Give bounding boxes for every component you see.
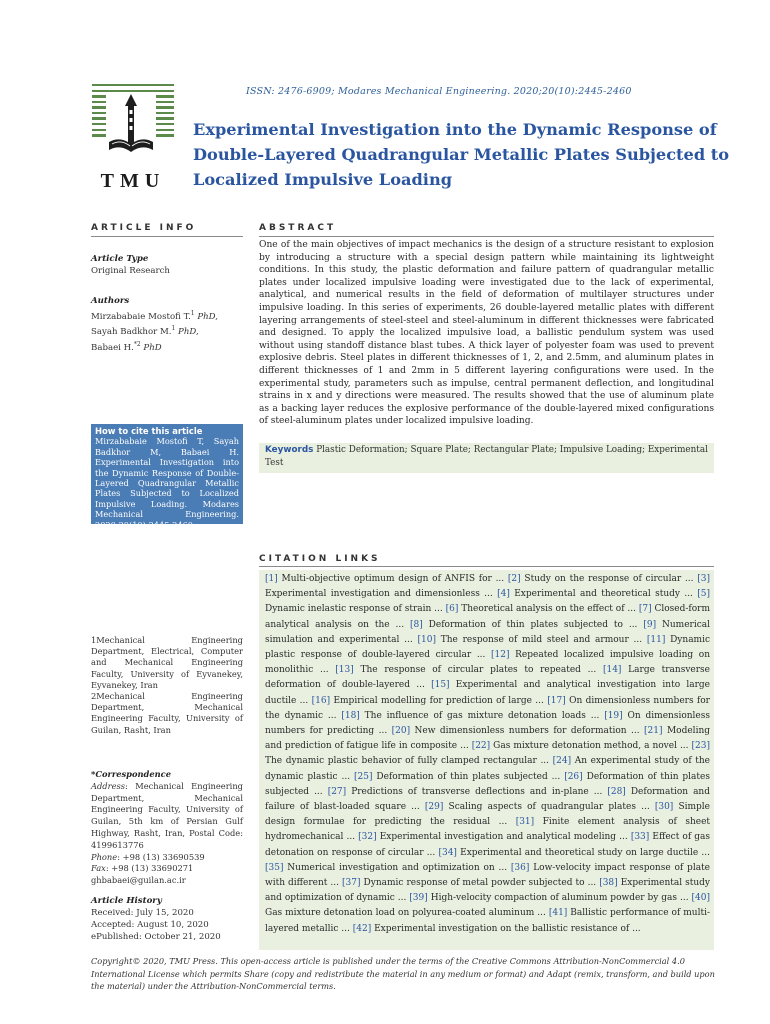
authors-block (91, 296, 243, 355)
article-info-rule (91, 236, 243, 237)
citation-title: Low-velocity impact response of plate with different ... (265, 862, 711, 889)
citation-title: Numerical simulation and experimental ... (265, 619, 711, 645)
citation-title: The response of circular plates to repeated ... (353, 665, 603, 676)
correspondence-address: Address: Mechanical Engineering Department, Mechanical Engineering Faculty, University of Guilan, 5th km of Persian Gulf Highway, Rasht, Iran, Postal Code: 4199613776 (91, 780, 243, 850)
citation-link[interactable] (409, 893, 691, 903)
history-received: Received: July 15, 2020 (91, 908, 194, 918)
citation-link[interactable] (446, 604, 639, 614)
citation-number: [5] (697, 589, 711, 600)
citation-title: Experimental and analytical investigation into large ductile ... (265, 680, 711, 706)
article-type-block (91, 254, 243, 278)
citation-number: [12] (491, 650, 510, 661)
citation-number: [23] (691, 741, 710, 752)
citation-title: Modeling and prediction of fatigue life in composite ... (265, 726, 711, 752)
citation-title: Simple design formulae for predicting the residual ... (265, 802, 711, 828)
citation-number: [41] (548, 908, 568, 919)
citation-number: [4] (497, 589, 510, 600)
citation-links-heading: CITATION LINKS (259, 554, 381, 564)
citation-link[interactable] (497, 589, 697, 599)
title-line-1: Experimental Investigation into the Dynamic Response of (193, 120, 717, 139)
citation-title: Gas mixture detonation method, a novel ... (490, 741, 692, 752)
citation-number: [20] (391, 726, 411, 737)
citation-links-panel (259, 570, 714, 950)
citation-link[interactable] (328, 787, 608, 797)
copyright-notice: Copyright© 2020, TMU Press. This open-access article is published under the terms of the Creative Commons Attribution-NonCommercial 4.0 International License which permits Share (copy and redistribute the material in any medium or format) and Adapt (remix, transform, and build upon the material) under the Attribution-NonCommercial terms. (91, 956, 715, 992)
citation-number: [7] (638, 604, 652, 615)
article-history-label: Article History (91, 896, 162, 906)
article-history-block (91, 895, 243, 943)
citation-number: [15] (431, 680, 450, 691)
citation-title: Ballistic performance of multi-layered metallic ... (265, 908, 710, 934)
authors-label: Authors (91, 296, 130, 306)
logo-text: TMU (100, 170, 166, 192)
citation-link[interactable] (353, 924, 641, 934)
citation-link[interactable] (265, 574, 508, 584)
title-line-3: Localized Impulsive Loading (193, 170, 453, 189)
citation-title: On dimensionless numbers for the dynamic ... (265, 695, 710, 721)
author-item: Mirzababaie Mostofi T.$^1$ PhD, (91, 309, 218, 322)
citation-title: Dynamic inelastic response of strain ... (265, 604, 446, 615)
keywords-panel (259, 443, 714, 473)
citation-number: [37] (342, 878, 361, 889)
article-info-heading: ARTICLE INFO (91, 223, 197, 233)
citation-number: [36] (510, 862, 530, 873)
citation-link[interactable] (410, 620, 643, 630)
citation-link[interactable] (508, 574, 697, 584)
citation-link[interactable] (354, 772, 564, 782)
keywords-text: Plastic Deformation; Square Plate; Rectangular Plate; Impulsive Loading; Experimental Test (265, 445, 708, 468)
citation-links-rule (259, 566, 714, 567)
correspondence-email[interactable]: ghbabaei@guilan.ac.ir (91, 875, 186, 886)
abstract-rule (259, 236, 714, 237)
citation-title: Experimental and theoretical study ... (509, 589, 698, 600)
citation-link[interactable] (438, 848, 710, 858)
issn-line: ISSN: 2476-6909; Modares Mechanical Engineering. 2020;20(10):2445-2460 (246, 86, 632, 97)
citation-number: [29] (424, 802, 444, 813)
citation-number: [27] (327, 786, 347, 797)
citation-link[interactable] (358, 832, 631, 842)
how-to-cite-title: How to cite this article (95, 426, 203, 436)
citation-number: [11] (646, 634, 666, 645)
citation-number: [19] (604, 710, 623, 721)
author-item: Babaei H.$^{*2}$ PhD (91, 341, 162, 353)
citation-title: Experimental investigation and analytical modeling ... (376, 832, 631, 843)
citation-number: [6] (445, 604, 459, 615)
citation-title: Large transverse deformation of double-layered ... (265, 665, 710, 691)
citation-number: [18] (341, 710, 360, 721)
citation-link[interactable] (418, 635, 647, 645)
citation-title: Experimental and theoretical study on large ductile ... (456, 847, 711, 858)
citation-number: [1] (265, 574, 278, 584)
article-title (193, 117, 733, 192)
citation-number: [8] (410, 619, 423, 630)
citation-number: [42] (352, 923, 372, 934)
citation-link[interactable] (335, 665, 603, 675)
citation-title: Closed-form analytical analysis on the ... (265, 604, 710, 630)
citation-title: Deformation of thin plates subjected to ... (422, 619, 644, 630)
citation-number: [35] (265, 862, 284, 873)
history-accepted: Accepted: August 10, 2020 (91, 920, 209, 930)
citation-title: Effect of gas detonation on response of circular ... (265, 832, 710, 858)
citation-title: Repeated localized impulsive loading on monolithic ... (265, 650, 710, 676)
citation-number: [3] (697, 574, 710, 584)
citation-number: [25] (353, 771, 373, 782)
tmu-logo (92, 84, 174, 196)
article-type-label: Article Type (91, 254, 149, 264)
citation-title: Theoretical analysis on the effect of ... (458, 604, 639, 615)
citation-number: [21] (644, 726, 663, 737)
affiliation-item: 1Mechanical Engineering Department, Electrical, Computer and Mechanical Engineering Faculty, University of Eyvanekey, Eyvanekey, Iran (91, 635, 243, 690)
citation-title: Experimental investigation and dimensionless ... (265, 589, 498, 600)
citation-number: [14] (602, 665, 622, 676)
citation-title: Experimental investigation on the ballistic resistance of ... (371, 923, 641, 934)
citation-title: Dynamic response of metal powder subjected to ... (360, 878, 600, 889)
citation-number: [34] (438, 847, 457, 858)
citation-title: On dimensionless numbers for predicting ... (265, 710, 710, 737)
citation-title: Dynamic plastic response of double-layered circular ... (265, 634, 711, 661)
citation-title: Study on the response of circular ... (520, 574, 698, 584)
citation-link[interactable] (312, 696, 548, 706)
citation-number: [26] (564, 771, 583, 782)
citation-title: An experimental study of the dynamic plastic ... (265, 756, 710, 782)
citation-number: [31] (515, 817, 535, 828)
book-tower-icon (106, 92, 156, 162)
citation-number: [9] (643, 619, 657, 630)
citation-title: The response of mild steel and armour ... (435, 634, 647, 645)
citation-number: [17] (547, 695, 566, 706)
citation-link[interactable] (425, 802, 655, 812)
abstract-text: One of the main objectives of impact mechanics is the design of a structure resistant to explosion by introducing a structure with a special design pattern while maintaining its lightweight conditions. In this study, the plastic deformation and failure pattern of quadrangular metallic plates under localized impulsive loading were investigated due to the lack of experimental, analytical, and numerical results in the field of deformation of multilayer structures under impulsive loading. In this series of experiments, 26 double-layered metallic plates with different layering arrangements of steel-steel and steel-aluminum in different thicknesses were fabricated and designed. To apply the localized impulsive load, a ballistic pendulum system was used without using standoff distance blast tubes. A thick layer of polyester foam was used to prevent explosive debris. Steel plates in different thicknesses of 1, 2, and 2.5mm, and aluminum plates in different thicknesses of 1 and 2mm in 5 different layering configurations were used. In the experimental study, parameters such as impulse, central permanent deflection, and longitudinal strains in x and y directions were measured. The results showed that the use of aluminum plate as a backing layer reduces the explosive performance of the double-layered mixed configurations of steel-aluminum plates under localized impulsive loading. (259, 240, 714, 427)
author-item: Sayah Badkhor M.$^1$ PhD, (91, 325, 199, 338)
citation-title: Scaling aspects of quadrangular plates ... (443, 802, 655, 813)
citation-title: The dynamic plastic behavior of fully clamped rectangular ... (265, 756, 553, 767)
citation-number: [33] (630, 832, 650, 843)
citation-number: [13] (335, 665, 354, 676)
correspondence-label: *Correspondence (91, 769, 171, 779)
citation-number: [39] (409, 893, 428, 904)
abstract-heading: ABSTRACT (259, 223, 337, 233)
citation-title: Predictions of transverse deflections and in-plane ... (346, 786, 608, 797)
citation-title: Numerical investigation and optimization on ... (283, 862, 511, 873)
correspondence-block (91, 769, 243, 887)
citation-title: Empirical modelling for prediction of large ... (330, 695, 548, 706)
citation-number: [2] (507, 574, 521, 584)
citation-number: [22] (471, 741, 491, 752)
citation-link[interactable] (265, 863, 511, 873)
correspondence-phone: Phone: +98 (13) 33690539 (91, 851, 205, 862)
affiliation-item: 2Mechanical Engineering Department, Mechanical Engineering Faculty, University of Guilan, Rasht, Iran (91, 691, 243, 735)
history-published: ePublished: October 21, 2020 (91, 932, 221, 942)
citation-title: High-velocity compaction of aluminum powder by gas ... (427, 893, 692, 904)
citation-title: New dimensionless numbers for deformation ... (410, 726, 645, 737)
correspondence-fax: Fax: +98 (13) 33690271 (91, 863, 194, 874)
citation-link[interactable] (392, 726, 644, 736)
citation-number: [40] (691, 893, 710, 904)
citation-link[interactable] (472, 741, 692, 751)
citation-number: [16] (311, 695, 331, 706)
citation-title: Gas mixture detonation load on polyurea-coated aluminum ... (265, 908, 549, 919)
citation-title: Multi-objective optimum design of ANFIS for ... (277, 574, 508, 584)
citation-number: [38] (599, 878, 618, 889)
affiliations-block (91, 635, 243, 736)
citation-title: Experimental study and optimization of dynamic ... (265, 878, 711, 904)
article-type-value: Original Research (91, 265, 170, 276)
how-to-cite-box (91, 424, 243, 530)
citation-link[interactable] (341, 711, 604, 721)
citation-link[interactable] (342, 878, 599, 888)
citation-number: [28] (607, 786, 626, 797)
citation-number: [30] (654, 802, 674, 813)
citation-title: Finite element analysis of sheet hydromechanical ... (265, 817, 711, 843)
citation-title: Deformation and failure of blast-loaded square ... (265, 786, 710, 813)
title-line-2: Double-Layered Quadrangular Metallic Plates Subjected to (193, 145, 730, 164)
how-to-cite-text: Mirzababaie Mostofi T, Sayah Badkhor M, Babaei H. Experimental Investigation into the Dynamic Response of Double-Layered Quadrangular Metallic Plates Subjected to Localized Impulsive Loading. Modares Mechanical Engineering. 2020;20(10):2445-2460. (95, 436, 239, 530)
keywords-label: Keywords (265, 445, 314, 455)
citation-title: Deformation of thin plates subjected ... (265, 771, 710, 797)
citation-number: [24] (552, 756, 572, 767)
citation-title: The influence of gas mixture detonation loads ... (359, 710, 605, 721)
citation-number: [32] (358, 832, 377, 843)
citation-number: [10] (417, 634, 436, 645)
citation-title: Deformation of thin plates subjected ... (372, 771, 565, 782)
